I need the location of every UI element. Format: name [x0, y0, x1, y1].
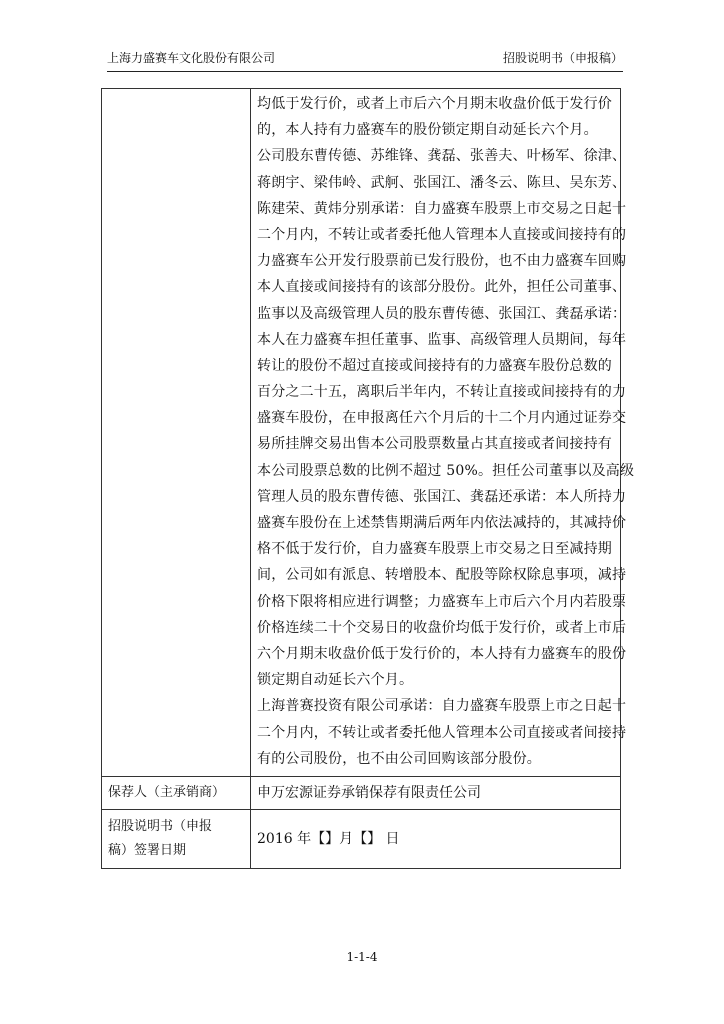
sponsor-name: 申万宏源证券承销保荐有限责任公司 — [257, 784, 481, 801]
commitment-row — [102, 89, 621, 777]
commitment-line: 陈建荣、黄炜分别承诺：自力盛赛车股票上市交易之日起十 — [257, 200, 627, 217]
commitment-line: 易所挂牌交易出售本公司股票数量占其直接或者间接持有 — [257, 436, 612, 453]
header-company-name: 上海力盛赛车文化股份有限公司 — [107, 51, 276, 65]
commitment-line: 百分之二十五，离职后半年内，不转让直接或间接持有的力 — [257, 384, 627, 401]
header-divider — [107, 71, 623, 72]
commitment-paragraphs — [257, 89, 635, 776]
commitment-line: 管理人员的股东曹传德、张国江、龚磊还承诺：本人所持力 — [257, 488, 627, 505]
commitment-line: 二个月内，不转让或者委托他人管理本公司直接或者间接持 — [257, 724, 627, 741]
commitment-line: 本公司股票总数的比例不超过 50%。担任公司董事以及高级 — [257, 462, 635, 479]
header-document-type: 招股说明书（申报稿） — [502, 51, 623, 65]
commitment-line: 二个月内，不转让或者委托他人管理本人直接或间接持有的 — [257, 226, 627, 243]
commitment-line: 间，公司如有派息、转增股本、配股等除权除息事项，减持 — [257, 567, 627, 584]
commitment-line: 的，本人持有力盛赛车的股份锁定期自动延长六个月。 — [257, 122, 598, 139]
commitment-line: 公司股东曹传德、苏维锋、龚磊、张善夫、叶杨军、徐津、 — [257, 148, 627, 165]
commitment-line: 价格连续二十个交易日的收盘价均低于发行价，或者上市后 — [257, 619, 627, 636]
sign-date-label-line-2: 稿）签署日期 — [108, 842, 187, 858]
sign-date-label-line-1: 招股说明书（申报 — [108, 818, 213, 834]
sign-date-label — [102, 809, 251, 868]
commitment-line: 盛赛车股份在上述禁售期满后两年内依法减持的，其减持价 — [257, 515, 627, 531]
commitment-line: 上海普赛投资有限公司承诺：自力盛赛车股票上市之日起十 — [257, 698, 627, 715]
commitment-line: 均低于发行价，或者上市后六个月期末收盘价低于发行价 — [257, 96, 612, 112]
sign-date-value-cell — [251, 809, 621, 868]
commitment-line: 有的公司股份，也不由公司回购该部分股份。 — [257, 750, 541, 767]
sign-date-value: 2016 年【】月【】 日 — [257, 830, 400, 847]
page-header — [107, 48, 623, 68]
sponsor-value — [251, 776, 621, 809]
sponsor-label: 保荐人（主承销商） — [102, 776, 251, 809]
commitment-label-cell — [102, 89, 251, 777]
page-number: 1-1-4 — [346, 950, 378, 964]
info-table — [101, 88, 635, 869]
sign-date-row — [102, 809, 621, 868]
commitment-line: 锁定期自动延长六个月。 — [257, 672, 414, 689]
commitment-line: 价格下限将相应进行调整；力盛赛车上市后六个月内若股票 — [257, 593, 627, 610]
commitment-line: 格不低于发行价，自力盛赛车股票上市交易之日至减持期 — [257, 541, 612, 558]
commitment-line: 本人在力盛赛车担任董事、监事、高级管理人员期间，每年 — [257, 331, 627, 348]
sponsor-row — [102, 776, 621, 809]
commitment-text-cell — [251, 89, 635, 777]
commitment-line: 蒋朗宇、梁伟岭、武舸、张国江、潘冬云、陈旦、吴东芳、 — [257, 174, 627, 191]
commitment-line: 监事以及高级管理人员的股东曹传德、张国江、龚磊承诺： — [257, 305, 627, 322]
commitment-line: 力盛赛车公开发行股票前已发行股份，也不由力盛赛车回购 — [257, 253, 627, 270]
commitment-line: 六个月期末收盘价低于发行价的，本人持有力盛赛车的股份 — [257, 645, 627, 662]
commitment-line: 本人直接或间接持有的该部分股份。此外，担任公司董事、 — [257, 279, 627, 296]
commitment-line: 转让的股份不超过直接或间接持有的力盛赛车股份总数的 — [257, 357, 612, 374]
commitment-line: 盛赛车股份，在申报离任六个月后的十二个月内通过证券交 — [257, 410, 627, 427]
